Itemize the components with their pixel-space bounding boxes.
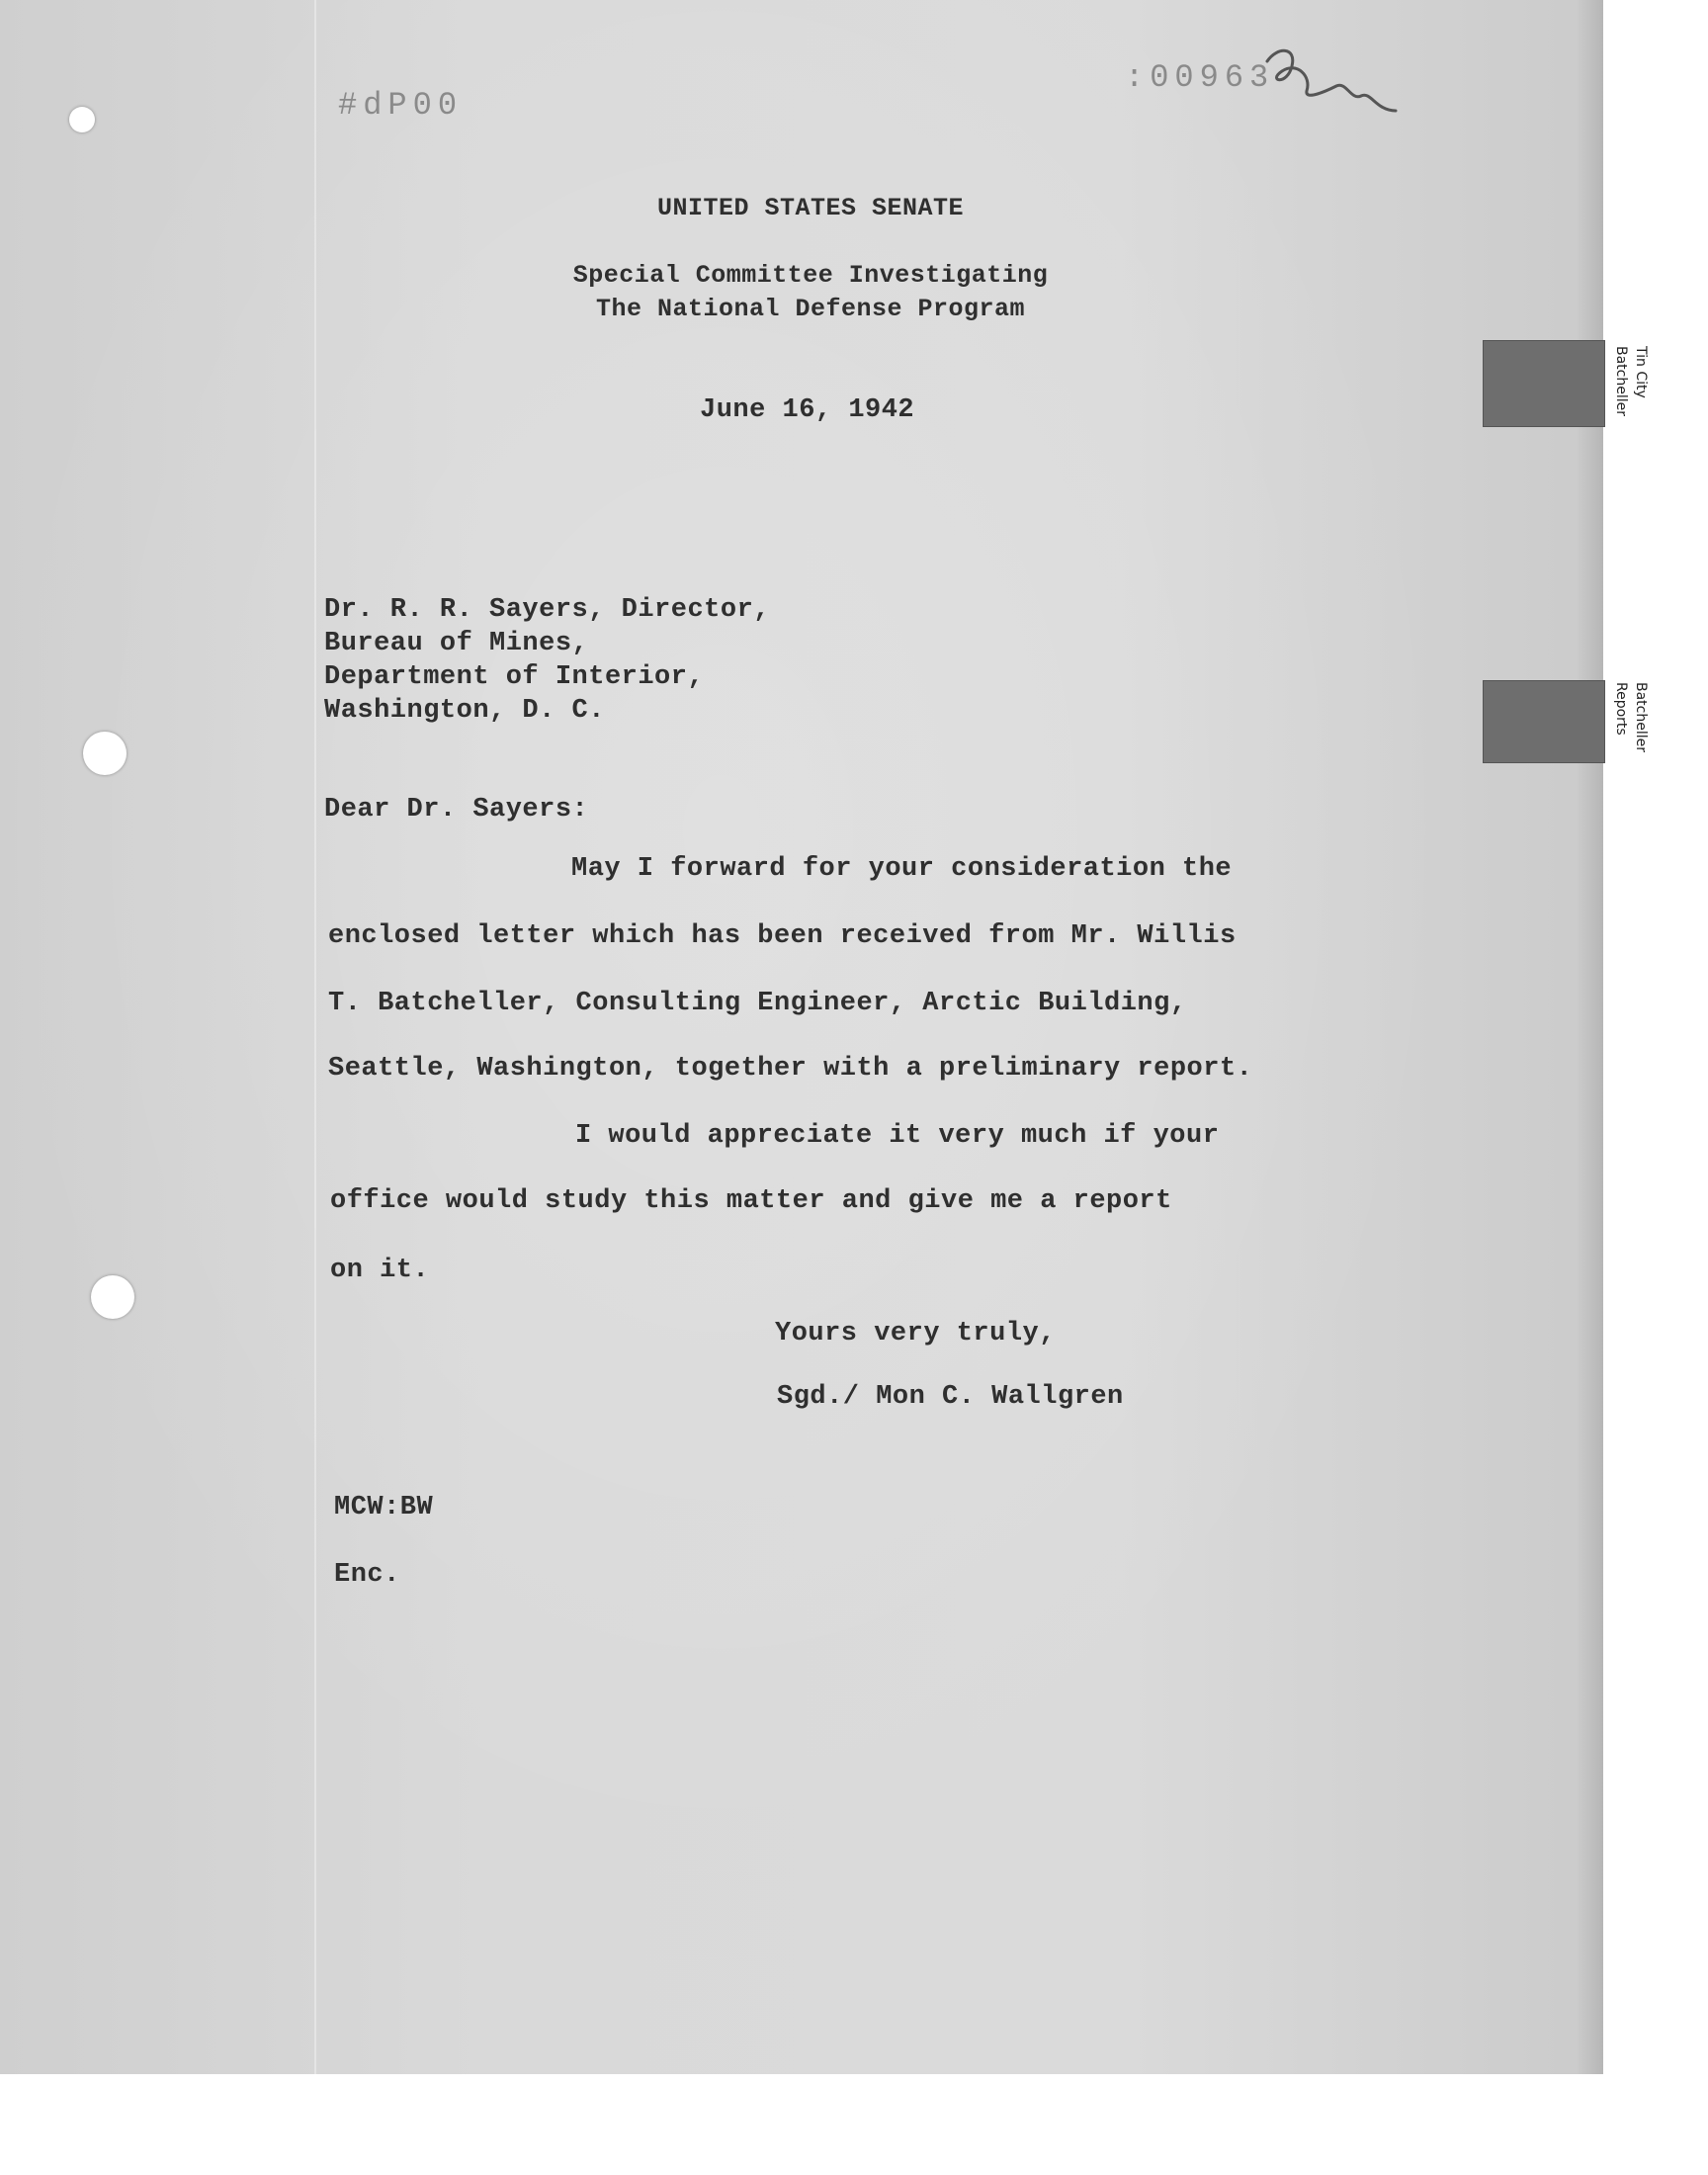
closing: Yours very truly, (775, 1319, 1056, 1348)
body-line: enclosed letter which has been received from Mr. Willis (328, 921, 1237, 951)
handwritten-mark (1238, 42, 1410, 135)
reference-initials: MCW:BW (334, 1493, 434, 1522)
punch-hole-top (69, 107, 95, 132)
tab-batcheller-label-2: Reports (1613, 682, 1629, 736)
punch-hole-bottom (91, 1275, 134, 1319)
body-line: T. Batcheller, Consulting Engineer, Arctic Building, (328, 989, 1187, 1018)
tab-batcheller-reports[interactable] (1483, 680, 1605, 763)
address-line: Bureau of Mines, (324, 629, 589, 658)
address-line: Dr. R. R. Sayers, Director, (324, 595, 770, 625)
body-line: on it. (330, 1256, 430, 1285)
letterhead-committee-line-2: The National Defense Program (595, 295, 1026, 323)
body-line: office would study this matter and give me a report (330, 1186, 1172, 1216)
address-line: Washington, D. C. (324, 696, 605, 726)
body-line: Seattle, Washington, together with a preliminary report. (328, 1054, 1253, 1084)
letter-date: June 16, 1942 (700, 395, 915, 425)
tab-batcheller-label-1: Batcheller (1633, 682, 1649, 753)
body-line: May I forward for your consideration the (571, 854, 1233, 884)
punch-hole-middle (83, 732, 127, 775)
tab-tin-city[interactable] (1483, 340, 1605, 427)
salutation: Dear Dr. Sayers: (324, 795, 589, 825)
tab-tin-city-label-2: Batcheller (1613, 346, 1629, 417)
signature: Sgd./ Mon C. Wallgren (777, 1382, 1124, 1412)
body-line: I would appreciate it very much if your (575, 1121, 1220, 1151)
letterhead-organization: UNITED STATES SENATE (656, 194, 965, 222)
letterhead-committee-line-1: Special Committee Investigating (572, 261, 1049, 290)
address-line: Department of Interior, (324, 662, 705, 692)
enclosure-note: Enc. (334, 1560, 400, 1590)
page-edge-shadow (1576, 0, 1603, 2074)
fold-line (314, 0, 316, 2074)
tab-tin-city-label-1: Tin City (1633, 346, 1649, 398)
archive-number-left: #dP00 (338, 87, 464, 124)
archive-number-right: :00963 (1125, 59, 1275, 96)
